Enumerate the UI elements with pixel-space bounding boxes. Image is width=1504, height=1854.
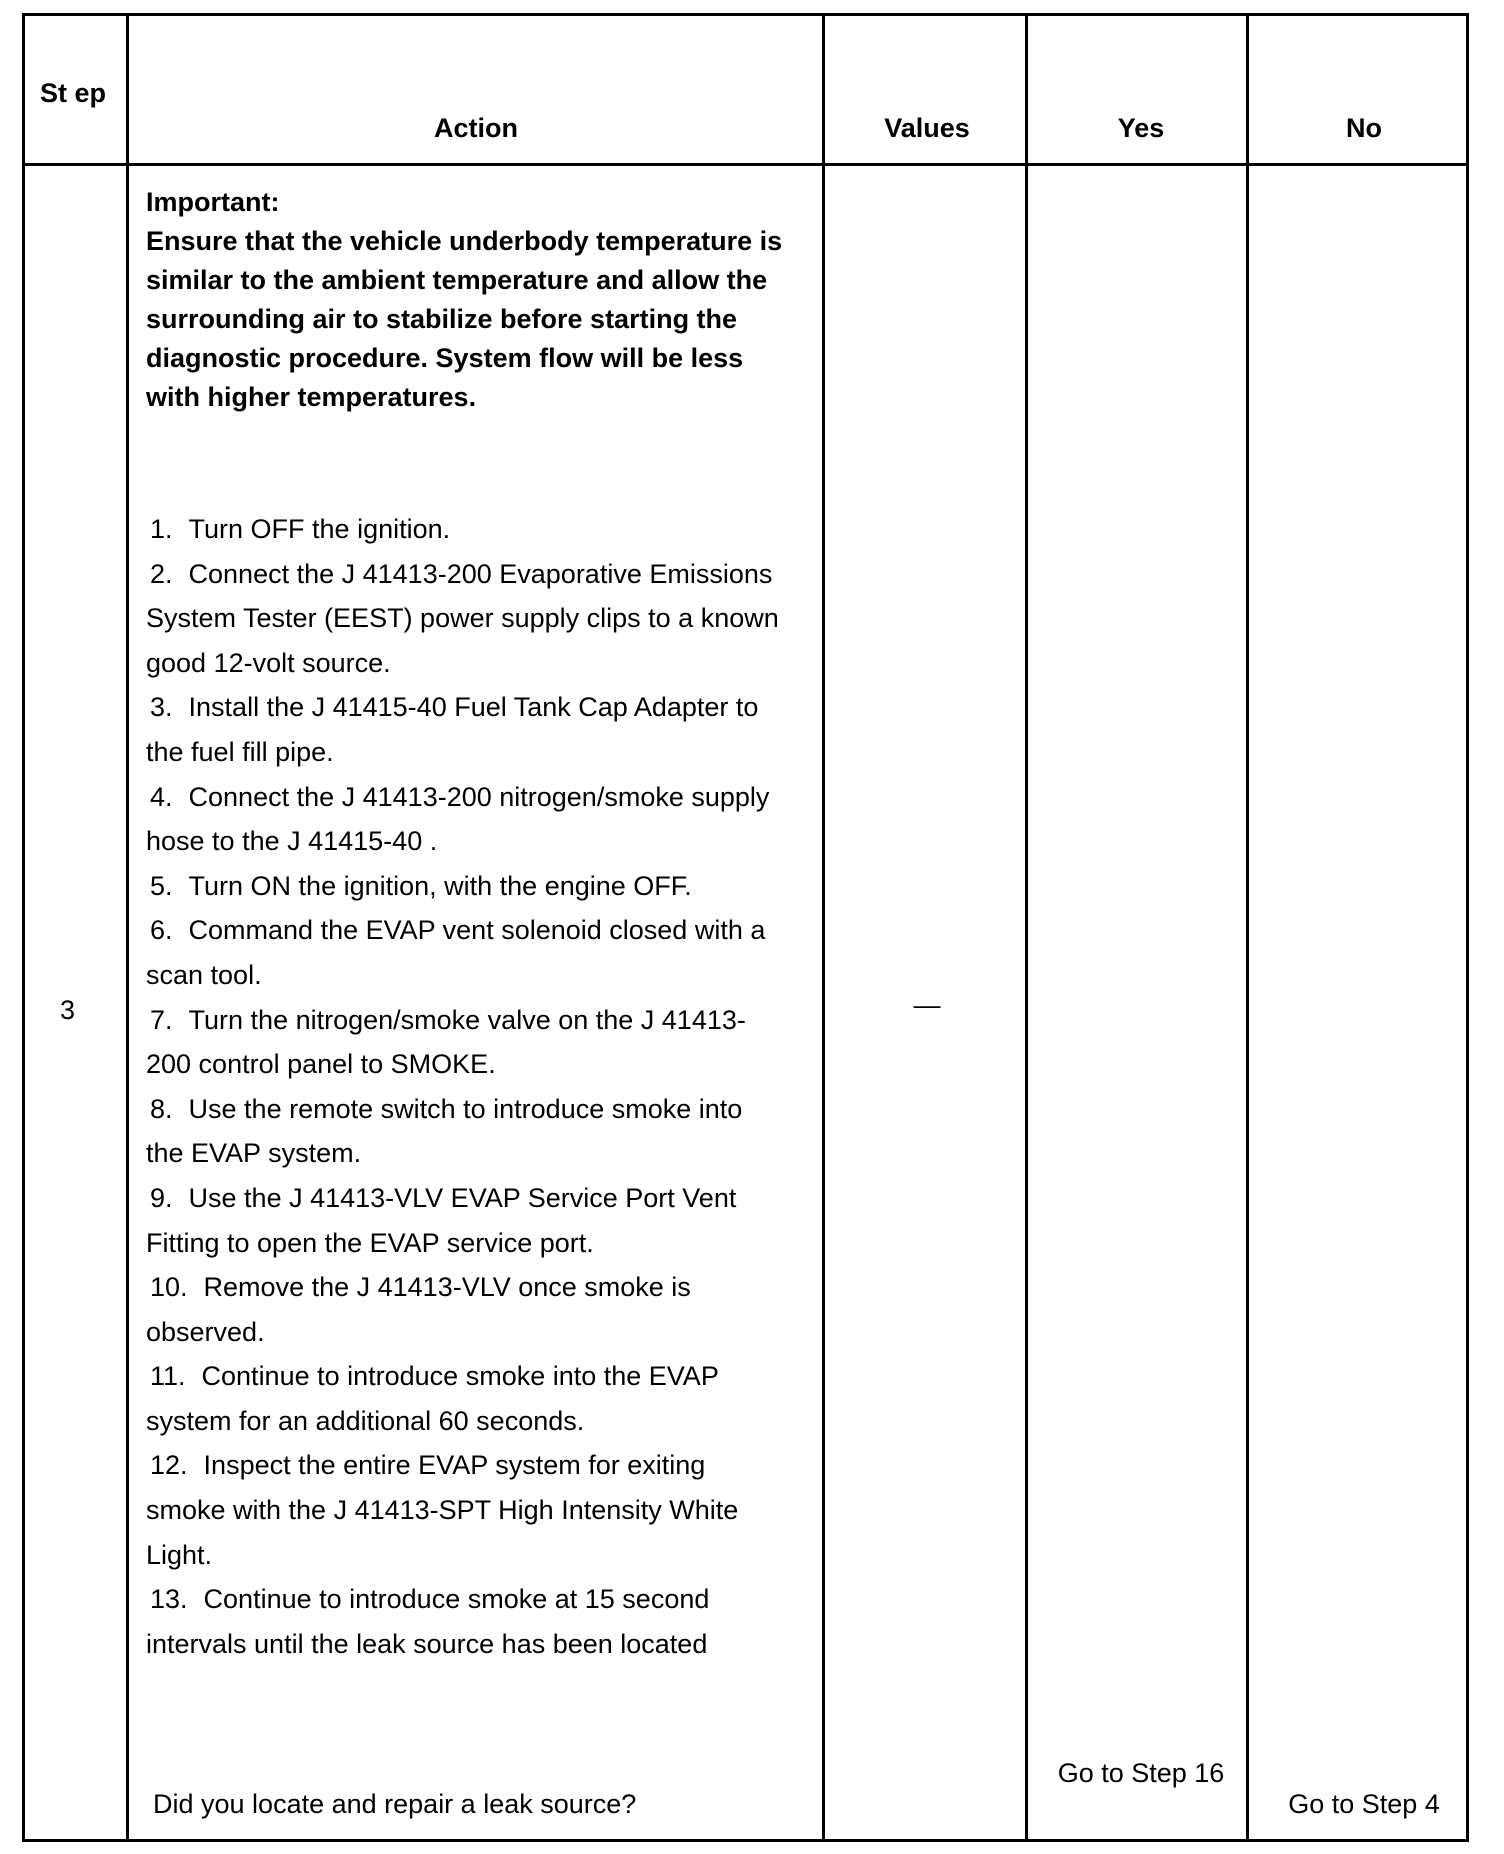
list-item: 13. Continue to introduce smoke at 15 second intervals until the leak source has been located [146,1584,710,1659]
col-border-yes-no [1246,13,1249,1842]
list-item: 5. Turn ON the ignition, with the engine OFF. [150,870,692,901]
list-item: 7. Turn the nitrogen/smoke valve on the J 41413-200 control panel to SMOKE. [146,1004,746,1080]
col-border-values-yes [1025,13,1028,1842]
col-border-right [1466,13,1469,1842]
header-action: Action [434,113,518,143]
values-cell: — [913,990,941,1020]
list-item: 2. Connect the J 41413-200 Evaporative Emissions System Tester (EEST) power supply clips to a known good 12-volt source. [146,558,779,678]
header-bottom-border [22,163,1469,166]
list-item: 4. Connect the J 41413-200 nitrogen/smoke supply hose to the J 41415-40 . [146,781,770,857]
no-cell: Go to Step 4 [1288,1789,1440,1819]
header-no: No [1346,113,1382,143]
header-yes: Yes [1117,113,1165,143]
step-number: 3 [59,995,76,1025]
question-text: Did you locate and repair a leak source? [153,1789,637,1819]
list-item: 11. Continue to introduce smoke into the EVAP system for an additional 60 seconds. [146,1361,719,1436]
col-border-action-values [822,13,825,1842]
header-step: St ep [40,78,107,108]
list-item: 3. Install the J 41415-40 Fuel Tank Cap Adapter to the fuel fill pipe. [146,692,759,767]
important-label: Important: [146,187,280,217]
list-item: 8. Use the remote switch to introduce smoke into the EVAP system. [146,1093,743,1169]
important-text: Ensure that the vehicle underbody temperature is similar to the ambient temperature and allow the surrounding air to stabilize before starting the diagnostic procedure. System flow will be less with higher temperatures. [146,226,783,412]
procedure-steps [146,507,786,1666]
col-border-left [22,13,25,1842]
table-top-border [22,13,1469,16]
list-item: 6. Command the EVAP vent solenoid closed with a scan tool. [146,915,766,990]
important-note [146,183,796,417]
list-item: 10. Remove the J 41413-VLV once smoke is observed. [146,1272,691,1347]
header-values: Values [884,113,970,143]
table-bottom-border [22,1839,1469,1842]
col-border-step-action [126,13,129,1842]
yes-cell: Go to Step 16 [1057,1758,1225,1788]
list-item: 9. Use the J 41413-VLV EVAP Service Port Vent Fitting to open the EVAP service port. [146,1182,737,1258]
list-item: 12. Inspect the entire EVAP system for exiting smoke with the J 41413-SPT High Intensity White Light. [146,1450,739,1570]
list-item: 1. Turn OFF the ignition. [150,514,451,544]
